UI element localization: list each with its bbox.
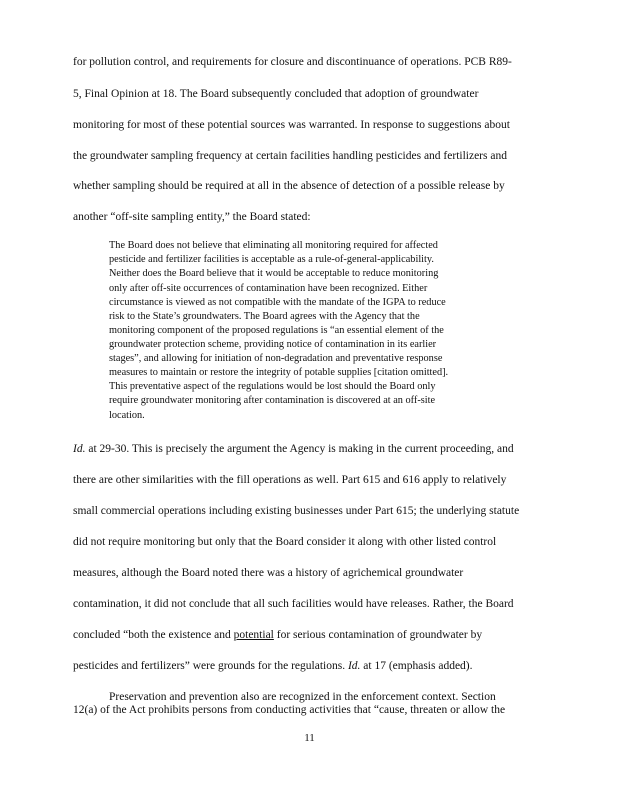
citation-id: Id.	[73, 443, 86, 455]
text-line	[73, 443, 514, 455]
block-quote-line: measures to maintain or restore the integrity of potable supplies [citation omitted].	[109, 367, 449, 378]
text-line: for pollution control, and requirements for closure and discontinuance of operations. PCB R89-	[73, 56, 512, 68]
citation-id: Id.	[347, 660, 361, 672]
block-quote-line: location.	[109, 410, 145, 421]
block-quote-line: circumstance is viewed as not compatible with the mandate of the IGPA to reduce	[109, 297, 446, 308]
text-line: small commercial operations including existing businesses under Part 615; the underlying statute	[73, 505, 520, 517]
text-line: whether sampling should be required at all in the absence of detection of a possible release by	[73, 180, 505, 192]
block-quote-line: stages”, and allowing for initiation of non-degradation and preventative response	[109, 353, 443, 364]
block-quote-line: only after off-site occurrences of contamination have been recognized. Either	[109, 283, 428, 294]
block-quote-line: This preventative aspect of the regulations would be lost should the Board only	[109, 381, 436, 392]
page-number: 11	[304, 732, 315, 744]
text-run: for serious contamination of groundwater by	[273, 629, 483, 641]
block-quote-line: The Board does not believe that eliminating all monitoring required for affected	[109, 240, 438, 251]
text-line	[73, 629, 482, 641]
underlined-emphasis: potential	[233, 629, 274, 641]
text-run: pesticides and fertilizers” were grounds for the regulations.	[73, 660, 348, 672]
text-line: contamination, it did not conclude that all such facilities would have releases. Rather, the Board	[73, 598, 514, 610]
block-quote-line: require groundwater monitoring after contamination is discovered at an off-site	[109, 395, 436, 406]
text-run: concluded “both the existence and	[73, 629, 234, 641]
block-quote-line: pesticide and fertilizer facilities is acceptable as a rule-of-general-applicability.	[109, 254, 434, 265]
text-line: monitoring for most of these potential sources was warranted. In response to suggestions about	[73, 119, 510, 131]
block-quote-line: Neither does the Board believe that it would be acceptable to reduce monitoring	[109, 268, 439, 279]
text-line	[73, 660, 473, 672]
text-line: 5, Final Opinion at 18. The Board subsequently concluded that adoption of groundwater	[73, 88, 479, 100]
text-line: did not require monitoring but only that the Board consider it along with other listed control	[73, 536, 497, 548]
text-line: there are other similarities with the fill operations as well. Part 615 and 616 apply to relatively	[73, 474, 507, 486]
text-line: measures, although the Board noted there was a history of agrichemical groundwater	[73, 567, 464, 579]
text-run: at 29-30. This is precisely the argument the Agency is making in the current proceeding, and	[85, 443, 514, 455]
block-quote-line: groundwater protection scheme, providing notice of contamination in its earlier	[109, 339, 437, 350]
text-line: 12(a) of the Act prohibits persons from conducting activities that “cause, threaten or allow the	[73, 704, 506, 716]
block-quote-line: monitoring component of the proposed regulations is “an essential element of the	[109, 325, 444, 336]
block-quote-line: risk to the State’s groundwaters. The Board agrees with the Agency that the	[109, 311, 420, 322]
text-run: at 17 (emphasis added).	[360, 660, 473, 672]
text-line: the groundwater sampling frequency at certain facilities handling pesticides and fertilizers and	[73, 150, 507, 162]
text-line: Preservation and prevention also are recognized in the enforcement context. Section	[109, 691, 496, 703]
text-line: another “off-site sampling entity,” the Board stated:	[73, 211, 311, 223]
